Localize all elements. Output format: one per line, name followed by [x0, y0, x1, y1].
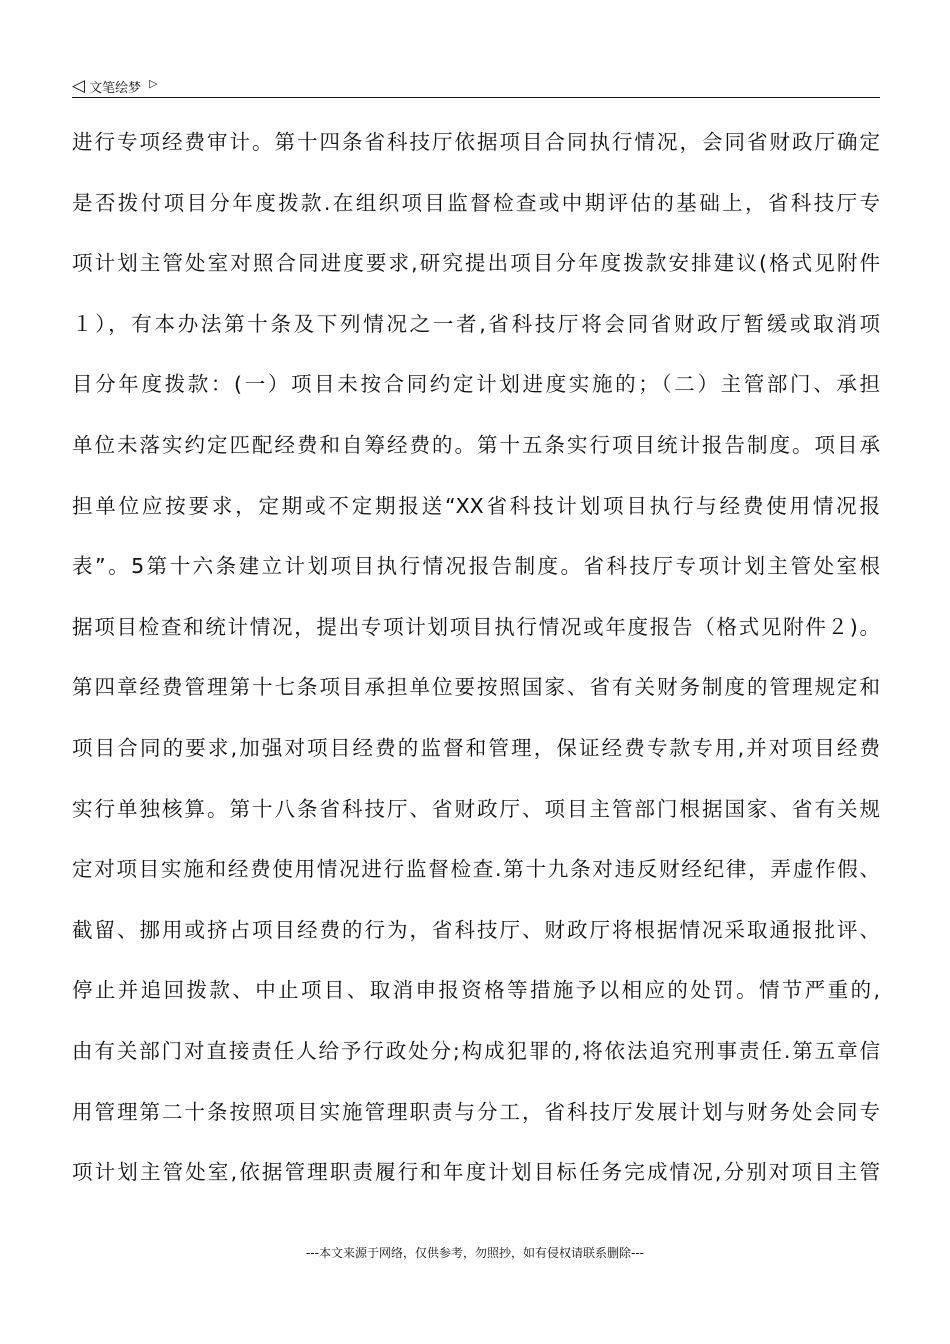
body-line: 据项目检查和统计情况，提出专项计划项目执行情况或年度报告（格式见附件２)。 [72, 614, 880, 639]
body-line: 停止并追回拨款、中止项目、取消申报资格等措施予以相应的处罚。情节严重的, [72, 978, 880, 1003]
triangle-right-icon: ▷ [149, 76, 158, 90]
header-divider [72, 97, 880, 98]
body-line: 目分年度拨款：(一）项目未按合同约定计划进度实施的；（二）主管部门、承担 [72, 372, 880, 397]
body-line: 定对项目实施和经费使用情况进行监督检查.第十九条对违反财经纪律，弄虚作假、 [72, 857, 880, 882]
body-line: 项计划主管处室对照合同进度要求,研究提出项目分年度拨款安排建议(格式见附件 [72, 251, 880, 276]
body-line: 截留、挪用或挤占项目经费的行为，省科技厅、财政厅将根据情况采取通报批评、 [72, 917, 880, 942]
body-line: 用管理第二十条按照项目实施管理职责与分工，省科技厅发展计划与财务处会同专 [72, 1099, 880, 1124]
header-title: 文笔绘梦 [89, 80, 142, 96]
body-line: 项目合同的要求,加强对项目经费的监督和管理，保证经费专款专用,并对项目经费 [72, 735, 880, 760]
body-line: 进行专项经费审计。第十四条省科技厅依据项目合同执行情况，会同省财政厅确定 [72, 130, 880, 154]
page-footer: ---本文来源于网络，仅供参考，勿照抄，如有侵权请联系删除--- [306, 1246, 644, 1260]
body-line: 第四章经费管理第十七条项目承担单位要按照国家、省有关财务制度的管理规定和 [72, 675, 880, 700]
body-line: 项计划主管处室,依据管理职责履行和年度计划目标任务完成情况,分别对项目主管 [72, 1160, 880, 1185]
body-line: 由有关部门对直接责任人给予行政处分;构成犯罪的,将依法追究刑事责任.第五章信 [72, 1038, 880, 1063]
body-line: 表”。5第十六条建立计划项目执行情况报告制度。省科技厅专项计划主管处室根 [72, 554, 880, 579]
body-line: 实行单独核算。第十八条省科技厅、省财政厅、项目主管部门根据国家、省有关规 [72, 796, 880, 821]
document-body [72, 126, 880, 1217]
body-line: 单位未落实约定匹配经费和自筹经费的。第十五条实行项目统计报告制度。项目承 [72, 432, 880, 457]
triangle-left-icon: ◁ [72, 75, 86, 96]
body-line: 担单位应按要求，定期或不定期报送“XX省科技计划项目执行与经费使用情况报 [72, 493, 880, 518]
body-line: １），有本办法第十条及下列情况之一者,省科技厅将会同省财政厅暂缓或取消项 [72, 311, 880, 336]
body-line: 是否拨付项目分年度拨款.在组织项目监督检查或中期评估的基础上，省科技厅专 [72, 190, 880, 215]
page-header [72, 74, 880, 98]
